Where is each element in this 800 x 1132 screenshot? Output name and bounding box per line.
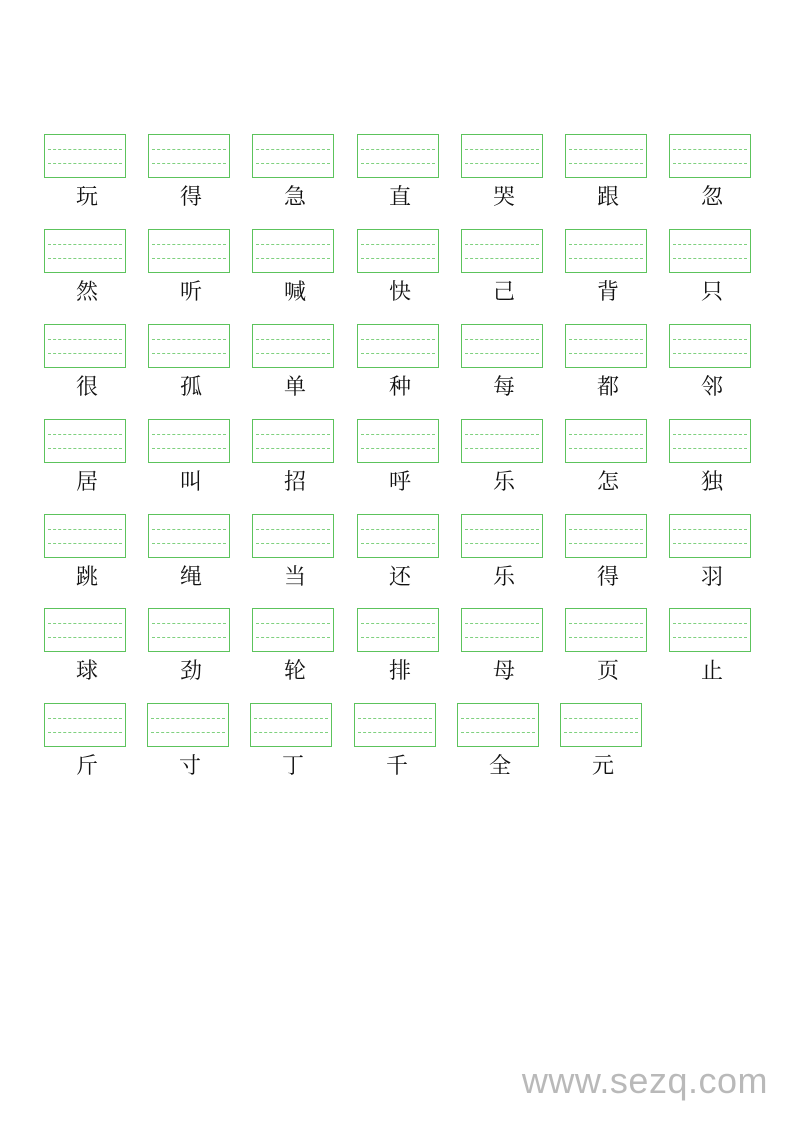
- guide-line: [256, 258, 330, 259]
- guide-line: [461, 718, 535, 719]
- pinyin-writing-box[interactable]: [357, 514, 439, 558]
- pinyin-writing-box[interactable]: [565, 514, 647, 558]
- guide-line: [465, 244, 539, 245]
- pinyin-writing-box[interactable]: [565, 608, 647, 652]
- hanzi-character: 跳: [75, 565, 98, 590]
- hanzi-character: 直: [388, 185, 411, 210]
- character-cell: [357, 229, 441, 309]
- guide-line: [673, 434, 747, 435]
- pinyin-writing-box[interactable]: [669, 134, 751, 178]
- character-cell: [357, 514, 441, 594]
- pinyin-writing-box[interactable]: [252, 134, 334, 178]
- guide-line: [48, 244, 122, 245]
- pinyin-writing-box[interactable]: [148, 134, 230, 178]
- hanzi-character: 斤: [75, 754, 98, 779]
- character-cell: [148, 419, 232, 499]
- pinyin-writing-box[interactable]: [148, 514, 230, 558]
- guide-line: [673, 623, 747, 624]
- character-cell: [354, 703, 438, 783]
- hanzi-character: 绳: [179, 565, 202, 590]
- guide-line: [564, 718, 638, 719]
- pinyin-writing-box[interactable]: [354, 703, 436, 747]
- hanzi-character: 忽: [700, 185, 723, 210]
- hanzi-character: 邻: [700, 375, 723, 400]
- character-cell: [565, 229, 649, 309]
- hanzi-character: 劲: [179, 659, 202, 684]
- guide-line: [361, 244, 435, 245]
- pinyin-writing-box[interactable]: [669, 229, 751, 273]
- pinyin-writing-box[interactable]: [44, 324, 126, 368]
- character-cell: [252, 324, 336, 404]
- guide-line: [569, 434, 643, 435]
- hanzi-character: 玩: [75, 185, 98, 210]
- character-cell: [461, 229, 545, 309]
- guide-line: [254, 718, 328, 719]
- character-cell: [44, 324, 128, 404]
- pinyin-writing-box[interactable]: [669, 514, 751, 558]
- hanzi-character: 寸: [178, 754, 201, 779]
- hanzi-character: 叫: [179, 470, 202, 495]
- guide-line: [465, 543, 539, 544]
- guide-line: [152, 244, 226, 245]
- character-cell: [669, 229, 753, 309]
- character-cell: [44, 229, 128, 309]
- hanzi-character: 单: [283, 375, 306, 400]
- hanzi-character: 全: [488, 754, 511, 779]
- guide-line: [673, 163, 747, 164]
- guide-line: [569, 149, 643, 150]
- guide-line: [465, 529, 539, 530]
- character-cell: [44, 703, 128, 783]
- pinyin-writing-box[interactable]: [461, 419, 543, 463]
- guide-line: [673, 339, 747, 340]
- guide-line: [152, 339, 226, 340]
- character-cell: [357, 608, 441, 688]
- guide-line: [465, 637, 539, 638]
- guide-line: [673, 149, 747, 150]
- pinyin-writing-box[interactable]: [252, 419, 334, 463]
- guide-line: [152, 529, 226, 530]
- character-cell: [252, 229, 336, 309]
- guide-line: [569, 637, 643, 638]
- hanzi-character: 止: [700, 659, 723, 684]
- hanzi-character: 只: [700, 280, 723, 305]
- guide-line: [465, 339, 539, 340]
- guide-line: [48, 163, 122, 164]
- guide-line: [465, 353, 539, 354]
- guide-line: [361, 353, 435, 354]
- guide-line: [152, 163, 226, 164]
- hanzi-character: 球: [75, 659, 98, 684]
- pinyin-writing-box[interactable]: [44, 608, 126, 652]
- guide-line: [569, 448, 643, 449]
- character-cell: [357, 324, 441, 404]
- guide-line: [256, 149, 330, 150]
- hanzi-character: 独: [700, 470, 723, 495]
- guide-line: [152, 543, 226, 544]
- pinyin-writing-box[interactable]: [44, 703, 126, 747]
- guide-line: [256, 543, 330, 544]
- guide-line: [361, 543, 435, 544]
- pinyin-writing-box[interactable]: [148, 324, 230, 368]
- hanzi-character: 招: [283, 470, 306, 495]
- guide-line: [152, 637, 226, 638]
- guide-line: [151, 732, 225, 733]
- guide-line: [564, 732, 638, 733]
- guide-line: [673, 244, 747, 245]
- pinyin-writing-box[interactable]: [44, 514, 126, 558]
- hanzi-character: 页: [596, 659, 619, 684]
- hanzi-character: 还: [388, 565, 411, 590]
- guide-line: [48, 637, 122, 638]
- character-cell: [669, 324, 753, 404]
- pinyin-writing-box[interactable]: [669, 419, 751, 463]
- guide-line: [569, 339, 643, 340]
- hanzi-character: 千: [385, 754, 408, 779]
- pinyin-writing-box[interactable]: [565, 419, 647, 463]
- hanzi-character: 跟: [596, 185, 619, 210]
- guide-line: [465, 623, 539, 624]
- guide-line: [256, 637, 330, 638]
- pinyin-writing-box[interactable]: [357, 229, 439, 273]
- pinyin-writing-box[interactable]: [669, 324, 751, 368]
- guide-line: [48, 529, 122, 530]
- guide-line: [361, 623, 435, 624]
- guide-line: [361, 339, 435, 340]
- character-cell: [669, 419, 753, 499]
- pinyin-writing-box[interactable]: [565, 229, 647, 273]
- hanzi-character: 急: [283, 185, 306, 210]
- pinyin-writing-box[interactable]: [560, 703, 642, 747]
- pinyin-writing-box[interactable]: [565, 134, 647, 178]
- character-cell: [565, 514, 649, 594]
- hanzi-character: 丁: [281, 754, 304, 779]
- hanzi-character: 怎: [596, 470, 619, 495]
- guide-line: [256, 163, 330, 164]
- character-cell: [461, 134, 545, 214]
- character-cell: [461, 324, 545, 404]
- character-cell: [148, 324, 232, 404]
- guide-line: [361, 434, 435, 435]
- guide-line: [48, 718, 122, 719]
- guide-line: [569, 353, 643, 354]
- hanzi-character: 排: [388, 659, 411, 684]
- hanzi-character: 己: [492, 280, 515, 305]
- pinyin-writing-box[interactable]: [461, 134, 543, 178]
- guide-line: [48, 434, 122, 435]
- character-cell: [252, 608, 336, 688]
- guide-line: [673, 448, 747, 449]
- guide-line: [254, 732, 328, 733]
- guide-line: [256, 529, 330, 530]
- pinyin-writing-box[interactable]: [457, 703, 539, 747]
- pinyin-writing-box[interactable]: [461, 608, 543, 652]
- guide-line: [569, 258, 643, 259]
- character-cell: [148, 608, 232, 688]
- character-cell: [457, 703, 541, 783]
- guide-line: [569, 244, 643, 245]
- pinyin-writing-box[interactable]: [357, 419, 439, 463]
- hanzi-character: 种: [388, 375, 411, 400]
- guide-line: [48, 149, 122, 150]
- guide-line: [256, 448, 330, 449]
- guide-line: [673, 353, 747, 354]
- pinyin-writing-box[interactable]: [669, 608, 751, 652]
- character-cell: [148, 514, 232, 594]
- hanzi-character: 母: [492, 659, 515, 684]
- guide-line: [48, 732, 122, 733]
- hanzi-character: 得: [596, 565, 619, 590]
- guide-line: [256, 623, 330, 624]
- pinyin-writing-box[interactable]: [252, 514, 334, 558]
- guide-line: [256, 244, 330, 245]
- hanzi-character: 当: [283, 565, 306, 590]
- guide-line: [358, 732, 432, 733]
- character-cell: [669, 608, 753, 688]
- guide-line: [48, 543, 122, 544]
- pinyin-writing-box[interactable]: [44, 134, 126, 178]
- character-cell: [669, 134, 753, 214]
- character-cell: [565, 419, 649, 499]
- hanzi-character: 都: [596, 375, 619, 400]
- guide-line: [361, 529, 435, 530]
- hanzi-character: 背: [596, 280, 619, 305]
- character-cell: [565, 324, 649, 404]
- guide-line: [361, 258, 435, 259]
- hanzi-character: 然: [75, 280, 98, 305]
- guide-line: [465, 163, 539, 164]
- guide-line: [461, 732, 535, 733]
- guide-line: [673, 529, 747, 530]
- hanzi-character: 哭: [492, 185, 515, 210]
- guide-line: [256, 434, 330, 435]
- hanzi-character: 轮: [283, 659, 306, 684]
- hanzi-character: 呼: [388, 470, 411, 495]
- guide-line: [152, 258, 226, 259]
- guide-line: [361, 149, 435, 150]
- pinyin-writing-box[interactable]: [357, 608, 439, 652]
- pinyin-writing-box[interactable]: [357, 134, 439, 178]
- pinyin-writing-box[interactable]: [461, 514, 543, 558]
- guide-line: [48, 258, 122, 259]
- character-cell: [44, 419, 128, 499]
- character-cell: [461, 608, 545, 688]
- guide-line: [48, 623, 122, 624]
- hanzi-character: 很: [75, 375, 98, 400]
- guide-line: [152, 149, 226, 150]
- character-cell: [461, 514, 545, 594]
- pinyin-writing-box[interactable]: [461, 229, 543, 273]
- hanzi-character: 每: [492, 375, 515, 400]
- guide-line: [673, 543, 747, 544]
- pinyin-writing-box[interactable]: [148, 229, 230, 273]
- pinyin-writing-box[interactable]: [250, 703, 332, 747]
- pinyin-writing-box[interactable]: [252, 324, 334, 368]
- character-cell: [565, 608, 649, 688]
- guide-line: [152, 434, 226, 435]
- hanzi-character: 喊: [283, 280, 306, 305]
- hanzi-character: 听: [179, 280, 202, 305]
- character-cell: [560, 703, 644, 783]
- character-cell: [252, 134, 336, 214]
- pinyin-writing-box[interactable]: [148, 608, 230, 652]
- pinyin-writing-box[interactable]: [252, 608, 334, 652]
- pinyin-writing-box[interactable]: [147, 703, 229, 747]
- hanzi-character: 居: [75, 470, 98, 495]
- character-cell: [148, 134, 232, 214]
- guide-line: [256, 339, 330, 340]
- hanzi-character: 乐: [492, 470, 515, 495]
- pinyin-writing-box[interactable]: [565, 324, 647, 368]
- character-cell: [669, 514, 753, 594]
- hanzi-character: 乐: [492, 565, 515, 590]
- guide-line: [152, 623, 226, 624]
- guide-line: [569, 163, 643, 164]
- site-watermark: www.sezq.com: [521, 1060, 768, 1101]
- character-cell: [461, 419, 545, 499]
- guide-line: [361, 637, 435, 638]
- guide-line: [465, 434, 539, 435]
- character-cell: [252, 514, 336, 594]
- character-cell: [147, 703, 231, 783]
- guide-line: [673, 637, 747, 638]
- character-cell: [44, 514, 128, 594]
- pinyin-writing-box[interactable]: [357, 324, 439, 368]
- guide-line: [465, 448, 539, 449]
- guide-line: [48, 448, 122, 449]
- character-cell: [44, 608, 128, 688]
- guide-line: [569, 623, 643, 624]
- guide-line: [152, 448, 226, 449]
- guide-line: [361, 163, 435, 164]
- hanzi-character: 羽: [700, 565, 723, 590]
- character-cell: [250, 703, 334, 783]
- character-cell: [565, 134, 649, 214]
- character-cell: [252, 419, 336, 499]
- guide-line: [152, 353, 226, 354]
- guide-line: [48, 339, 122, 340]
- hanzi-character: 得: [179, 185, 202, 210]
- guide-line: [465, 149, 539, 150]
- pinyin-writing-box[interactable]: [148, 419, 230, 463]
- guide-line: [673, 258, 747, 259]
- character-cell: [357, 419, 441, 499]
- guide-line: [151, 718, 225, 719]
- guide-line: [569, 529, 643, 530]
- pinyin-writing-box[interactable]: [44, 419, 126, 463]
- character-cell: [357, 134, 441, 214]
- guide-line: [361, 448, 435, 449]
- guide-line: [465, 258, 539, 259]
- guide-line: [358, 718, 432, 719]
- hanzi-character: 元: [591, 754, 614, 779]
- hanzi-character: 快: [388, 280, 411, 305]
- hanzi-character: 孤: [179, 375, 202, 400]
- character-cell: [44, 134, 128, 214]
- pinyin-writing-box[interactable]: [252, 229, 334, 273]
- pinyin-writing-box[interactable]: [461, 324, 543, 368]
- guide-line: [256, 353, 330, 354]
- guide-line: [569, 543, 643, 544]
- pinyin-writing-box[interactable]: [44, 229, 126, 273]
- guide-line: [48, 353, 122, 354]
- character-cell: [148, 229, 232, 309]
